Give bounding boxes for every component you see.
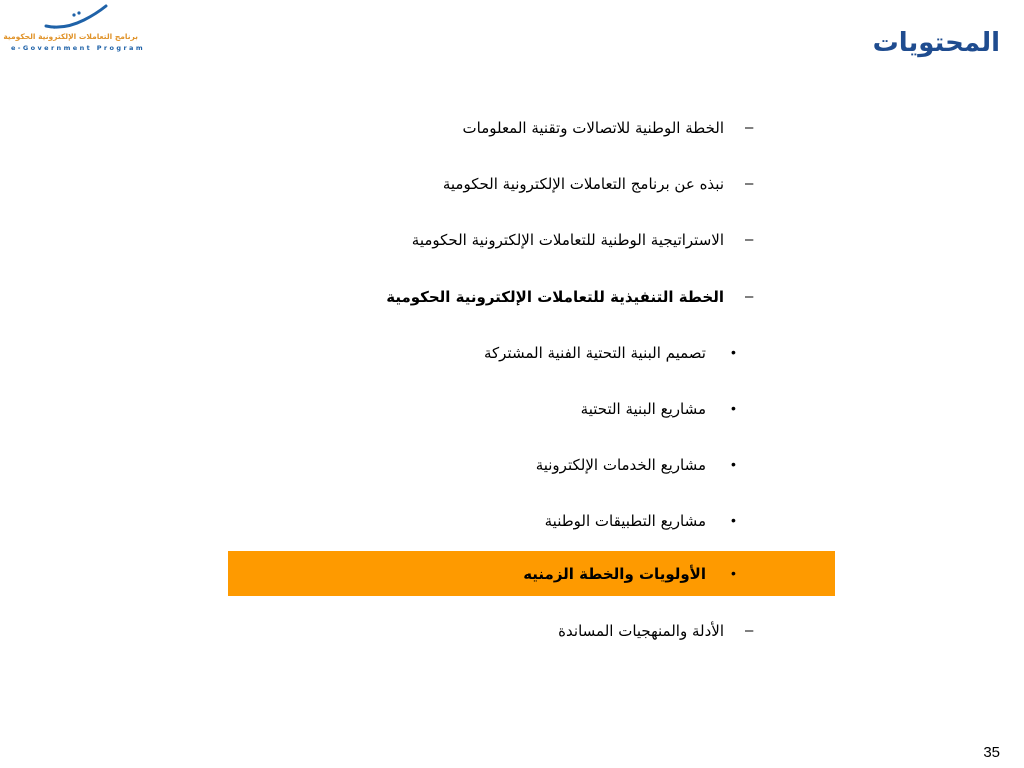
agenda-subitem-text: مشاريع البنية التحتية bbox=[580, 400, 706, 418]
dash-marker: – bbox=[745, 175, 754, 192]
bullet-marker: • bbox=[731, 565, 736, 581]
agenda-subitem bbox=[0, 340, 1024, 370]
agenda-subitem-text: مشاريع الخدمات الإلكترونية bbox=[535, 456, 706, 474]
agenda-item-text: الاستراتيجية الوطنية للتعاملات الإلكترونية الحكومية bbox=[411, 231, 724, 249]
agenda-subitem-current bbox=[0, 561, 1024, 591]
agenda-item bbox=[0, 227, 1024, 257]
agenda-item-text: الخطة الوطنية للاتصالات وتقنية المعلومات bbox=[462, 119, 724, 137]
dash-marker: – bbox=[745, 622, 754, 639]
agenda-item-text: نبذه عن برنامج التعاملات الإلكترونية الحكومية bbox=[442, 175, 724, 193]
agenda-subitem bbox=[0, 508, 1024, 538]
yesser-logo-swoosh-icon bbox=[44, 4, 114, 32]
e-government-logo bbox=[3, 4, 146, 56]
logo-english-text: e-Government Program bbox=[11, 44, 146, 52]
page-number: 35 bbox=[983, 744, 1000, 761]
logo-arabic-text: برنامج التعاملات الإلكترونية الحكومية bbox=[3, 32, 138, 41]
agenda-item bbox=[0, 618, 1024, 648]
agenda-item bbox=[0, 171, 1024, 201]
dash-marker: – bbox=[745, 288, 754, 305]
agenda-item-text: الأدلة والمنهجيات المساندة bbox=[558, 622, 724, 640]
slide-title: المحتويات bbox=[872, 28, 1000, 58]
bullet-marker: • bbox=[731, 456, 736, 472]
agenda-item-current-section bbox=[0, 284, 1024, 314]
bullet-marker: • bbox=[731, 512, 736, 528]
agenda-subitem bbox=[0, 452, 1024, 482]
agenda-item bbox=[0, 115, 1024, 145]
bullet-marker: • bbox=[731, 400, 736, 416]
bullet-marker: • bbox=[731, 344, 736, 360]
agenda-subitem bbox=[0, 396, 1024, 426]
dash-marker: – bbox=[745, 119, 754, 136]
dash-marker: – bbox=[745, 231, 754, 248]
agenda-subitem-text: مشاريع التطبيقات الوطنية bbox=[544, 512, 706, 530]
agenda-subitem-text: الأولويات والخطة الزمنيه bbox=[523, 565, 706, 583]
agenda-item-text: الخطة التنفيذية للتعاملات الإلكترونية الحكومية bbox=[386, 288, 724, 306]
agenda-subitem-text: تصميم البنية التحتية الفنية المشتركة bbox=[483, 344, 706, 362]
